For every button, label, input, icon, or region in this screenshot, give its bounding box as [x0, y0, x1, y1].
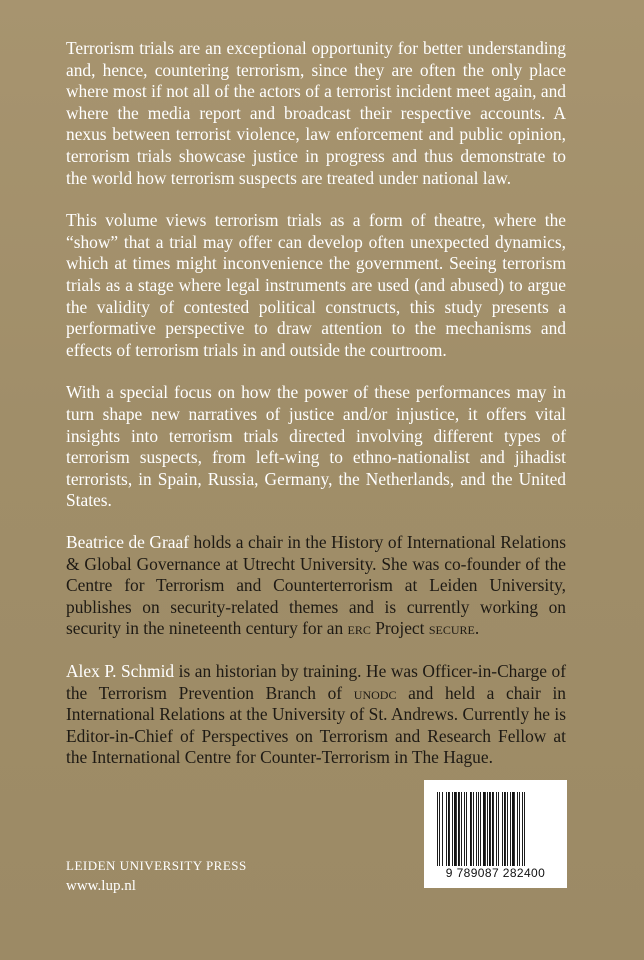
bio-text: Project: [370, 618, 429, 639]
blurb-paragraph-2: This volume views terrorism trials as a form of theatre, where the “show” that a trial may offer can develop often unexpected dynamics, which at times might inconvenience the government. Seeing terrorism trials as a stage where legal instruments are used (and abused) to argue the validity of contested political constructs, this study presents a performative perspective to draw attention to the mechanisms and effects of terrorism trials in and outside the courtroom.: [66, 210, 566, 360]
bio-text: unodc: [353, 682, 397, 703]
barcode-bar: [498, 792, 499, 866]
barcode-bar: [517, 792, 518, 866]
barcode-bar: [446, 792, 447, 866]
barcode-bar: [524, 792, 525, 866]
barcode-bar: [461, 792, 462, 866]
bio-text: and held a chair in International Relations at the University of St. Andrews. Currently he is Editor-in-Chief of Perspectives on Terrorism and Research Fellow at the International Centre for Counter-Terrorism in The Hague.: [66, 682, 567, 768]
barcode-bar: [480, 792, 481, 866]
barcode-bar: [510, 792, 511, 866]
barcode-bar: [458, 792, 460, 866]
publisher-url: www.lup.nl: [66, 878, 136, 894]
barcode-bar: [448, 792, 450, 866]
barcode-bar: [454, 792, 457, 866]
barcode-bar: [483, 792, 486, 866]
blurb-paragraph-1: Terrorism trials are an exceptional opportunity for better understanding and, hence, countering terrorism, since they are often the only place where most if not all of the actors of a terrorist incident meet again, and where the media report and broadcast their respective accounts. A nexus between terrorist violence, law enforcement and public opinion, terrorism trials showcase justice in progress and thus demonstrate to the world how terrorism suspects are treated under national law.: [66, 38, 566, 188]
barcode-bar: [492, 792, 494, 866]
barcode-bar: [507, 792, 508, 866]
isbn-barcode: [424, 780, 567, 888]
blurb-text: [66, 38, 566, 533]
barcode-bar: [442, 792, 443, 866]
author-name: Alex P. Schmid: [66, 661, 175, 681]
barcode-bar: [522, 792, 523, 866]
barcode-bar: [437, 792, 438, 866]
barcode-bar: [439, 792, 440, 866]
author-name: Beatrice de Graaf: [66, 532, 190, 552]
bio-text: is an historian by training. He was Officer-in-Charge of the Terrorism Prevention Branch of: [66, 661, 566, 703]
barcode-bar: [473, 792, 474, 866]
barcode-bar: [519, 792, 520, 866]
author-bio-schmid: [66, 661, 566, 769]
bio-text: .: [474, 618, 480, 639]
barcode-bar: [464, 792, 465, 866]
barcode-bar: [489, 792, 491, 866]
barcode-bar: [502, 792, 503, 866]
barcode-bar: [504, 792, 506, 866]
publisher-name: LEIDEN UNIVERSITY PRESS: [66, 858, 247, 873]
blurb-paragraph-3: With a special focus on how the power of these performances may in turn shape new narratives of justice and/or injustice, it offers vital insights into terrorism trials directed involving different types of terrorism suspects, from left-wing to ethno-nationalist and jihadist terrorists, in Spain, Russia, Germany, the Netherlands, and the United States.: [66, 382, 566, 511]
barcode-bar: [452, 792, 453, 866]
author-bio-de-graaf: [66, 532, 566, 640]
barcode-bar: [487, 792, 488, 866]
isbn-number: 9 789087 282400: [445, 866, 546, 880]
bio-text: secure: [428, 618, 475, 639]
bio-text: erc: [347, 618, 371, 639]
bio-text: holds a chair in the History of International Relations & Global Governance at Utrecht University. She was co-founder of the Centre for Terrorism and Counterterrorism at Leiden University, publishes on security-related themes and is currently working on security in the nineteenth century for an: [66, 532, 566, 639]
barcode-bar: [496, 792, 497, 866]
barcode-bar: [512, 792, 515, 866]
barcode-bar: [470, 792, 472, 866]
barcode-bar: [478, 792, 479, 866]
barcode-bar: [466, 792, 467, 866]
barcode-bar: [476, 792, 477, 866]
barcode-bars: [436, 792, 556, 866]
